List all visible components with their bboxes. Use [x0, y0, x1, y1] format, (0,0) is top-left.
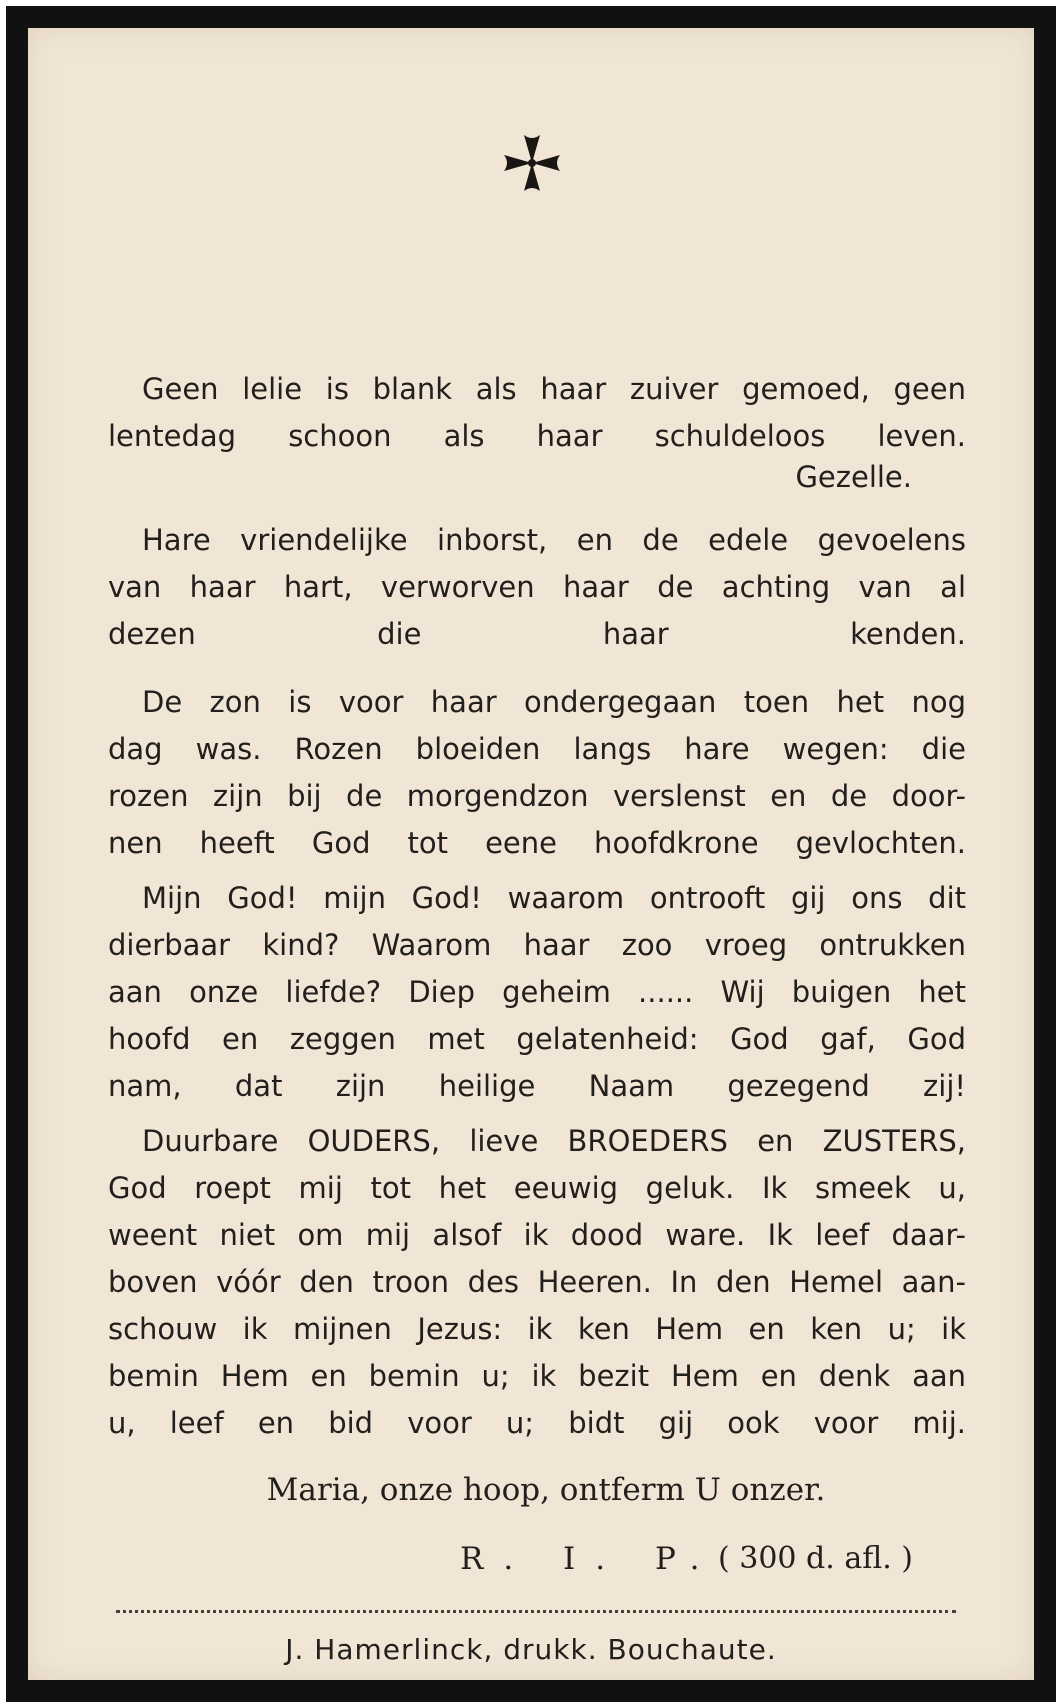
- text-line: Duurbare OUDERS, lieve BROEDERS en ZUSTERS,: [142, 1124, 966, 1158]
- paragraph-lament: [108, 875, 966, 1110]
- quote-author: Gezelle.: [795, 460, 912, 494]
- text-line: hoofd en zeggen met gelatenheid: God gaf, God: [108, 1022, 966, 1056]
- text-line: boven vóór den troon des Heeren. In den Hemel aan-: [108, 1265, 966, 1299]
- text-line: nam, dat zijn heilige Naam gezegend zij!: [108, 1069, 966, 1103]
- dotted-divider: [116, 1610, 956, 1613]
- paragraph-quote: [108, 366, 966, 460]
- text-line: dezen die haar kenden.: [108, 617, 966, 651]
- prayer-line: Maria, onze hoop, ontferm U onzer.: [266, 1472, 826, 1508]
- cross-pattee-icon: [498, 129, 566, 197]
- text-line: u, leef en bid voor u; bidt gij ook voor mij.: [108, 1406, 966, 1440]
- text-line: nen heeft God tot eene hoofdkrone gevlochten.: [108, 826, 966, 860]
- paragraph-sun: [108, 679, 966, 867]
- text-line: schouw ik mijnen Jezus: ik ken Hem en ken u; ik: [108, 1312, 966, 1346]
- rip-text: R. I. P.: [460, 1541, 720, 1577]
- text-line: bemin Hem en bemin u; ik bezit Hem en denk aan: [108, 1359, 966, 1393]
- paragraph-farewell: [108, 1118, 966, 1447]
- printer-credit: J. Hamerlinck, drukk. Bouchaute.: [285, 1633, 777, 1666]
- text-line: dag was. Rozen bloeiden langs hare wegen: die: [108, 732, 966, 766]
- text-line: De zon is voor haar ondergegaan toen het nog: [142, 685, 966, 719]
- card-paper: [28, 28, 1034, 1680]
- text-line: weent niet om mij alsof ik dood ware. Ik leef daar-: [108, 1218, 966, 1252]
- text-line: van haar hart, verworven haar de achting van al: [108, 570, 966, 604]
- memorial-card: [6, 6, 1056, 1702]
- paragraph-character: [108, 517, 966, 658]
- indulgence-note: ( 300 d. afl. ): [718, 1541, 913, 1576]
- text-line: Geen lelie is blank als haar zuiver gemoed, geen: [142, 372, 966, 406]
- text-line: aan onze liefde? Diep geheim ...... Wij buigen het: [108, 975, 966, 1009]
- text-line: lentedag schoon als haar schuldeloos leven.: [108, 419, 966, 453]
- text-line: Mijn God! mijn God! waarom ontrooft gij ons dit: [142, 881, 966, 915]
- text-line: Hare vriendelijke inborst, en de edele gevoelens: [142, 523, 966, 557]
- text-line: God roept mij tot het eeuwig geluk. Ik smeek u,: [108, 1171, 966, 1205]
- text-line: dierbaar kind? Waarom haar zoo vroeg ontrukken: [108, 928, 966, 962]
- text-line: rozen zijn bij de morgendzon verslenst en de door-: [108, 779, 966, 813]
